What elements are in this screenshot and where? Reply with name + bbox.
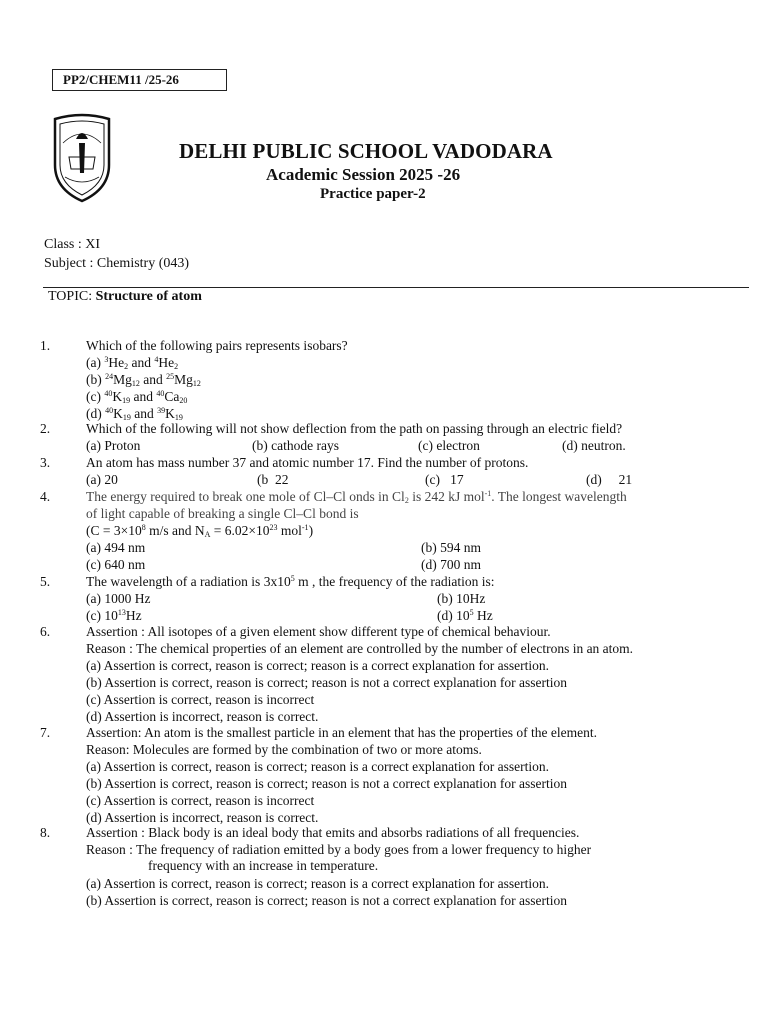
- question-text: An atom has mass number 37 and atomic number 17. Find the number of protons.: [86, 455, 529, 470]
- option-a: (a) 1000 Hz: [86, 591, 151, 606]
- assertion: Assertion: An atom is the smallest particle in an element that has the properties of the element.: [86, 725, 597, 740]
- question-text: Which of the following pairs represents isobars?: [86, 338, 348, 353]
- option-a: (a) 494 nm: [86, 540, 146, 555]
- option-c: (c) Assertion is correct, reason is incorrect: [86, 692, 315, 707]
- subject-line: Subject : Chemistry (043): [44, 256, 190, 271]
- option-b: (b) Assertion is correct, reason is correct; reason is not a correct explanation for assertion: [86, 675, 567, 690]
- topic-line: [48, 289, 202, 305]
- reason-line-1: Reason : The frequency of radiation emitted by a body goes from a lower frequency to higher: [86, 842, 592, 857]
- question-number: 4.: [40, 489, 51, 504]
- reason: Reason : The chemical properties of an element are controlled by the number of electrons in an atom.: [86, 641, 634, 656]
- option-a: (a) Assertion is correct, reason is correct; reason is a correct explanation for assertion.: [86, 658, 549, 673]
- option-b: (b) $^{24}Mg_{12}$ and $^{25}Mg_{12}$: [86, 372, 201, 388]
- divider: [43, 287, 749, 288]
- option-d: (d) 700 nm: [421, 557, 481, 572]
- option-b: (b) cathode rays: [252, 438, 339, 453]
- question-number: 7.: [40, 725, 51, 740]
- question-number: 3.: [40, 455, 51, 470]
- topic-value: Structure of atom: [95, 289, 202, 304]
- question-text: The wavelength of a radiation is $3x10^5$ m , the frequency of the radiation is:: [86, 574, 495, 589]
- option-c: (c) electron: [418, 438, 480, 453]
- option-d: (d) Assertion is incorrect, reason is correct.: [86, 709, 319, 724]
- paper-code: PP2/CHEM11 /25-26: [52, 69, 227, 91]
- option-a: (a) 20: [86, 472, 118, 487]
- option-a: (a) Assertion is correct, reason is correct; reason is a correct explanation for assertion.: [86, 759, 549, 774]
- question-constants: ($C = 3\times 10^8$ m/s and $N_A = 6.02\times 10^{23}$ mol$^{-1}$): [86, 523, 314, 539]
- option-d: (d) 21: [586, 472, 633, 487]
- option-b: (b 22: [257, 472, 289, 487]
- option-b: (b) 10Hz: [437, 591, 486, 606]
- option-d: (d) neutron.: [562, 438, 626, 453]
- option-a: (a) Assertion is correct, reason is correct; reason is a correct explanation for assertion.: [86, 876, 549, 891]
- option-c: (c) $10^{13}Hz$: [86, 608, 142, 623]
- option-d: (d) $10^5$ Hz: [437, 608, 493, 623]
- question-text: Which of the following will not show deflection from the path on passing through an electric field?: [86, 421, 623, 436]
- assertion: Assertion : Black body is an ideal body that emits and absorbs radiations of all frequencies.: [86, 825, 580, 840]
- option-c: (c) 17: [425, 472, 464, 487]
- option-c: (c) Assertion is correct, reason is incorrect: [86, 793, 315, 808]
- class-line: Class : XI: [44, 237, 100, 252]
- option-b: (b) Assertion is correct, reason is correct; reason is not a correct explanation for assertion: [86, 776, 567, 791]
- question-number: 6.: [40, 624, 51, 639]
- question-number: 5.: [40, 574, 51, 589]
- option-b: (b) 594 nm: [421, 540, 481, 555]
- question-number: 8.: [40, 825, 51, 840]
- reason-line-2: frequency with an increase in temperature.: [148, 858, 379, 873]
- paper-title: Practice paper-2: [320, 186, 426, 202]
- option-c: (c) $^{40}K_{19}$ and $^{40}Ca_{20}$: [86, 389, 188, 405]
- option-a: (a) $^3He_2$ and $^4He_2$: [86, 355, 179, 371]
- question-number: 1.: [40, 338, 51, 353]
- question-text-line-2: of light capable of breaking a single Cl–Cl bond is: [86, 506, 359, 521]
- academic-session: Academic Session 2025 -26: [266, 165, 461, 184]
- assertion: Assertion : All isotopes of a given element show different type of chemical behaviour.: [86, 624, 551, 639]
- option-d: (d) $^{40}K_{19}$ and $^{39}K_{19}$: [86, 406, 183, 422]
- option-a: (a) Proton: [86, 438, 141, 453]
- school-crest-logo: [51, 113, 113, 203]
- reason: Reason: Molecules are formed by the combination of two or more atoms.: [86, 742, 482, 757]
- option-b: (b) Assertion is correct, reason is correct; reason is not a correct explanation for assertion: [86, 893, 567, 908]
- topic-label: TOPIC:: [48, 289, 93, 304]
- option-c: (c) 640 nm: [86, 557, 146, 572]
- option-d: (d) Assertion is incorrect, reason is correct.: [86, 810, 319, 825]
- question-text-line-1: The energy required to break one mole of Cl–Cl onds in $Cl_2$ is 242 kJ mol$^{-1}$. The longest wavelength: [86, 489, 627, 505]
- school-name: DELHI PUBLIC SCHOOL VADODARA: [179, 139, 553, 163]
- question-number: 2.: [40, 421, 51, 436]
